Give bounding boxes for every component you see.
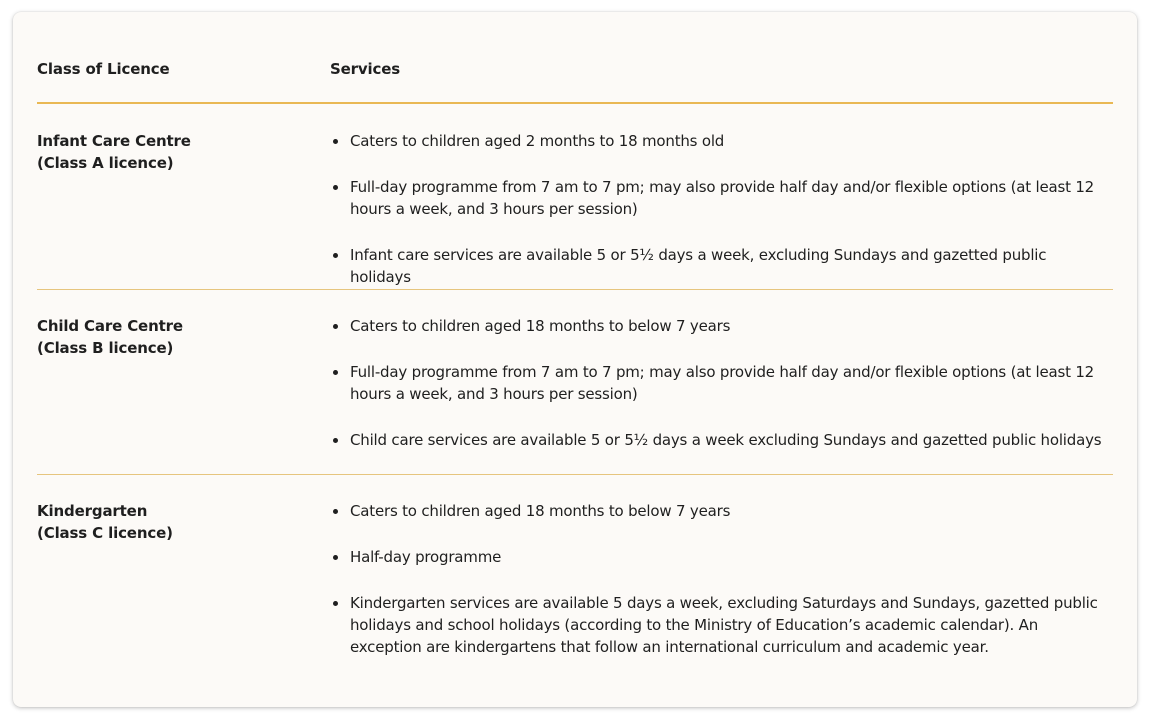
- service-text: Kindergarten services are available 5 days a week, excluding Saturdays and Sundays, gazetted public holidays and school holidays (according to the Ministry of Education’s academic calendar). An exception are kindergartens that follow an international curriculum and academic year.: [350, 594, 1098, 656]
- licence-class-cell: [37, 130, 330, 289]
- service-text: Half-day programme: [350, 548, 502, 566]
- licence-name: Kindergarten: [37, 502, 148, 520]
- table-row-kindergarten: [37, 475, 1113, 658]
- licence-class-label: (Class A licence): [37, 154, 174, 172]
- services-cell: [330, 500, 1113, 658]
- services-list: [330, 315, 1113, 451]
- licence-class-cell: [37, 315, 330, 474]
- service-item: [330, 592, 1106, 658]
- service-item: [330, 315, 1106, 337]
- service-text: Caters to children aged 18 months to below 7 years: [350, 502, 731, 520]
- table-header-row: [37, 12, 1113, 104]
- services-list: [330, 130, 1113, 288]
- licence-class-cell: [37, 500, 330, 658]
- bullet-icon: [333, 185, 338, 190]
- service-text: Full-day programme from 7 am to 7 pm; may also provide half day and/or flexible options (at least 12 hours a week, and 3 hours per session): [350, 363, 1095, 403]
- licence-class-label: (Class C licence): [37, 524, 173, 542]
- licence-name: Infant Care Centre: [37, 132, 191, 150]
- service-item: [330, 546, 1106, 568]
- service-text: Caters to children aged 2 months to 18 months old: [350, 132, 725, 150]
- service-text: Caters to children aged 18 months to below 7 years: [350, 317, 731, 335]
- bullet-icon: [333, 253, 338, 258]
- bullet-icon: [333, 601, 338, 606]
- service-item: [330, 361, 1106, 405]
- bullet-icon: [333, 555, 338, 560]
- bullet-icon: [333, 370, 338, 375]
- bullet-icon: [333, 509, 338, 514]
- service-item: [330, 176, 1106, 220]
- service-item: [330, 244, 1106, 288]
- service-item: [330, 500, 1106, 522]
- service-text: Child care services are available 5 or 5½ days a week excluding Sundays and gazetted public holidays: [350, 431, 1102, 449]
- services-cell: [330, 130, 1113, 289]
- services-list: [330, 500, 1113, 658]
- licence-name: Child Care Centre: [37, 317, 183, 335]
- table-row-child-care: [37, 290, 1113, 475]
- header-class-of-licence: Class of Licence: [37, 60, 170, 78]
- service-item: [330, 429, 1106, 451]
- bullet-icon: [333, 438, 338, 443]
- table-row-infant-care: [37, 104, 1113, 290]
- service-text: Full-day programme from 7 am to 7 pm; may also provide half day and/or flexible options (at least 12 hours a week, and 3 hours per session): [350, 178, 1095, 218]
- licence-table-card: [13, 12, 1137, 707]
- services-cell: [330, 315, 1113, 474]
- licence-class-label: (Class B licence): [37, 339, 174, 357]
- service-text: Infant care services are available 5 or 5½ days a week, excluding Sundays and gazetted public holidays: [350, 246, 1047, 286]
- bullet-icon: [333, 324, 338, 329]
- header-services: Services: [330, 60, 401, 78]
- service-item: [330, 130, 1106, 152]
- bullet-icon: [333, 139, 338, 144]
